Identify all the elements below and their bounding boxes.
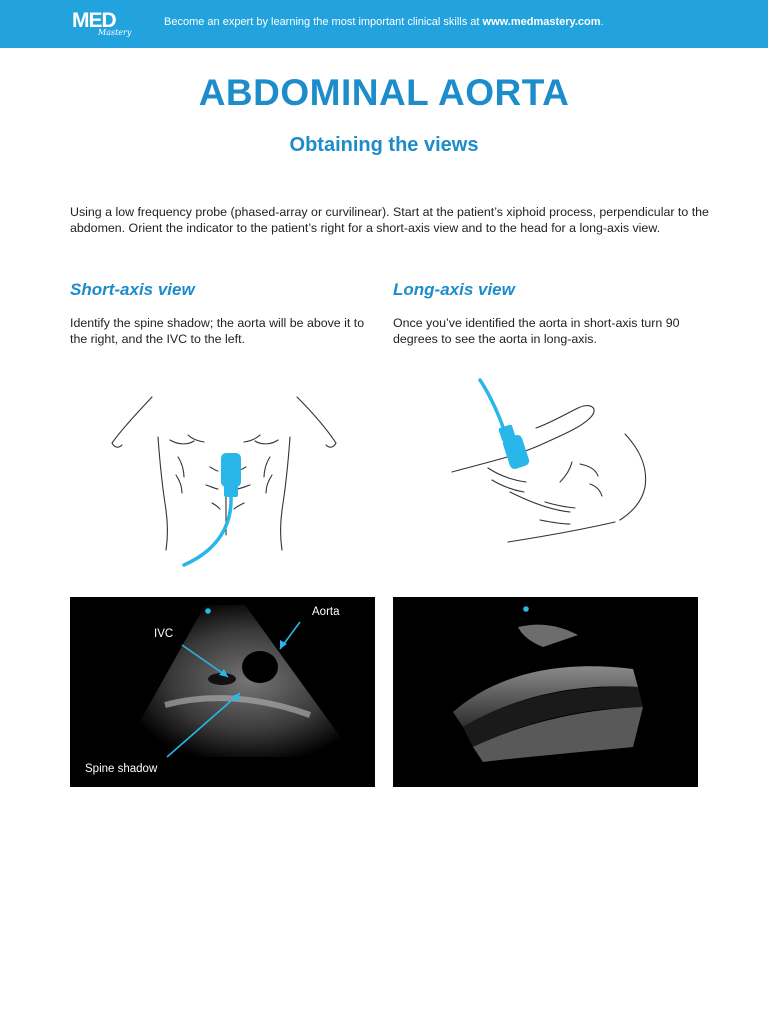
logo-sub-text: Mastery xyxy=(98,28,132,37)
intro-paragraph: Using a low frequency probe (phased-array or curvilinear). Start at the patient’s xiphoid process, perpendicular to the abdomen. Orient the indicator to the patient’s right for a short-axis view and to the head for a long-axis view. xyxy=(70,205,709,235)
banner-tagline-prefix: Become an expert by learning the most important clinical skills at xyxy=(164,16,483,28)
hand-probe-illustration xyxy=(440,372,670,562)
indicator-dot-icon xyxy=(523,606,529,612)
long-axis-ultrasound xyxy=(393,597,698,787)
ultrasound-probe-icon xyxy=(184,453,241,565)
short-axis-text: Identify the spine shadow; the aorta will be above it to the right, and the IVC to the left. xyxy=(70,316,365,346)
page-title: ABDOMINAL AORTA xyxy=(198,72,570,113)
logo-main-text: MED xyxy=(72,9,116,32)
long-axis-text: Once you’ve identified the aorta in short-axis turn 90 degrees to see the aorta in long-axis. xyxy=(393,316,680,346)
banner-tagline xyxy=(164,16,604,28)
page-subtitle: Obtaining the views xyxy=(289,134,479,156)
ultrasound-probe-icon xyxy=(480,380,530,470)
short-axis-heading: Short-axis view xyxy=(70,280,195,299)
spine-shadow-label: Spine shadow xyxy=(85,763,158,775)
top-banner xyxy=(0,0,768,48)
ivc-label: IVC xyxy=(154,628,174,640)
long-axis-scan-image xyxy=(393,597,698,787)
aorta-label: Aorta xyxy=(312,606,340,618)
banner-link[interactable]: www.medmastery.com xyxy=(482,16,601,28)
banner-tagline-suffix: . xyxy=(600,16,604,28)
torso-probe-illustration xyxy=(100,385,350,575)
short-axis-ultrasound xyxy=(70,597,375,787)
short-axis-scan-image xyxy=(70,597,375,787)
indicator-dot-icon xyxy=(205,608,211,614)
medmastery-logo[interactable] xyxy=(72,9,142,39)
long-axis-heading: Long-axis view xyxy=(393,280,515,299)
